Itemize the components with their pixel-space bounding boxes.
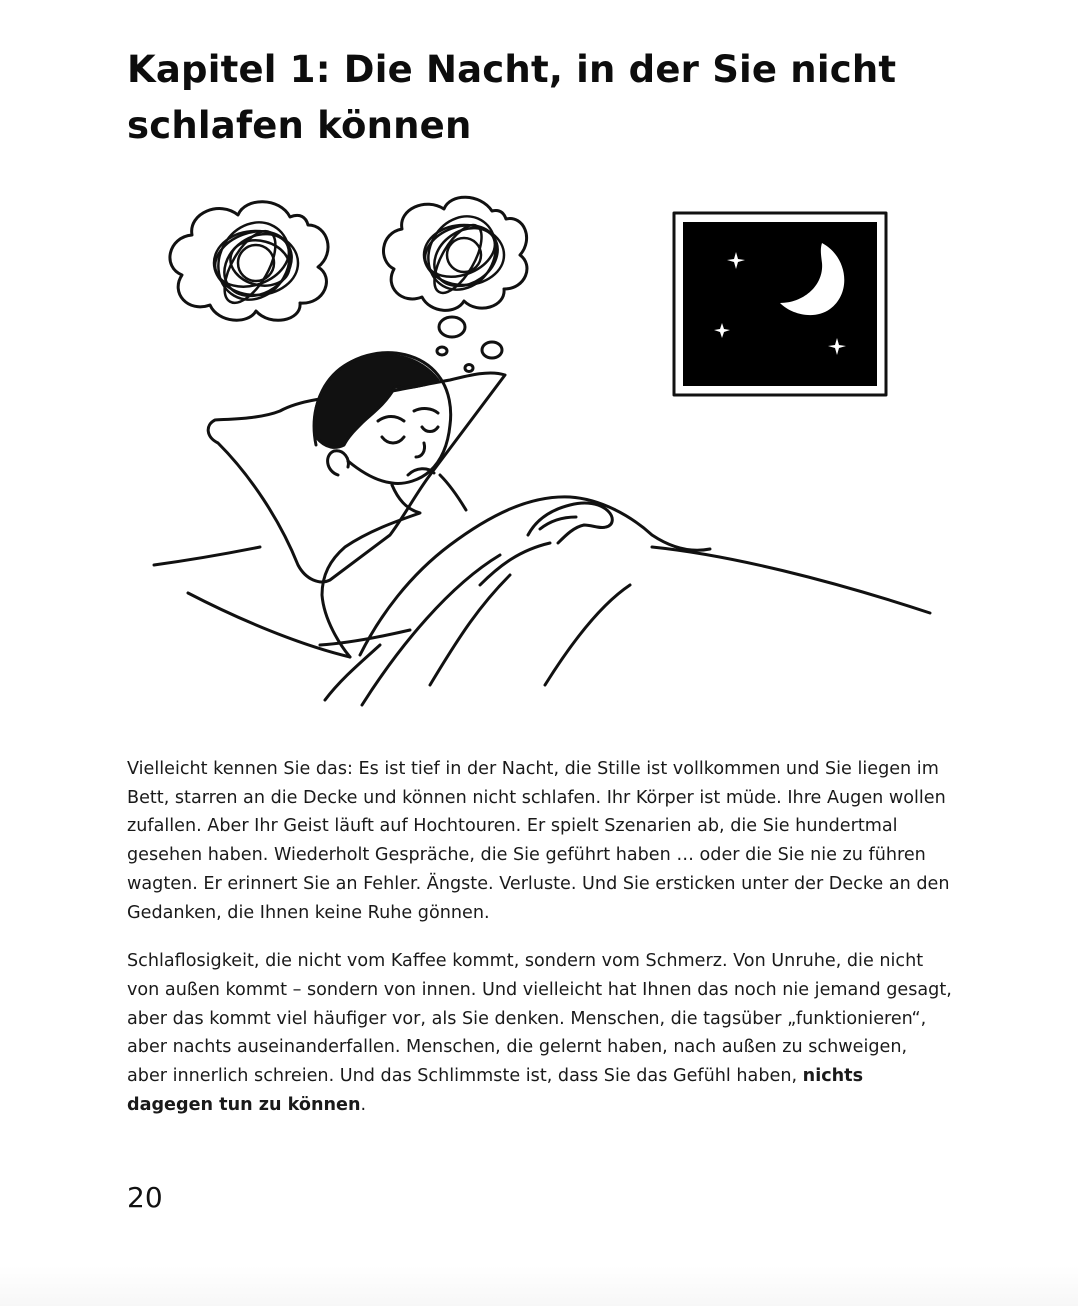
chapter-title: Kapitel 1: Die Nacht, in der Sie nicht schlafen können (127, 48, 897, 147)
paragraph (127, 947, 952, 1119)
thought-cloud-icon (170, 202, 328, 321)
bed (154, 547, 930, 657)
man-head (314, 353, 451, 484)
thought-cloud-icon (384, 197, 527, 310)
paragraph-end: . (360, 1094, 367, 1115)
thought-bubbles (437, 317, 502, 372)
sleepless-man-illustration (130, 175, 970, 720)
night-window-icon (674, 213, 886, 395)
emphasis-text: nichts dagegen tun zu können (127, 1066, 864, 1115)
chapter-body (127, 755, 952, 1139)
neck (440, 475, 466, 510)
page-bottom-edge (0, 1266, 1078, 1306)
page-number: 20 (127, 1181, 163, 1214)
paragraph: Vielleicht kennen Sie das: Es ist tief in der Nacht, die Stille ist vollkommen und Sie liegen im Bett, starren an die Decke und können nicht schlafen. Ihr Körper ist müde. Ihre Augen wollen zufallen. Aber Ihr Geist läuft auf Hochtouren. Er spielt Szenarien ab, die Sie hundertmal gesehen haben. Wiederholt Gespräche, die Sie geführt haben … oder die Sie nie zu führen wagten. Er erinnert Sie an Fehler. Ängste. Verluste. Und Sie ersticken unter der Decke an den Gedanken, die Ihnen keine Ruhe gönnen. (127, 759, 950, 923)
tangled-scribble-icon (415, 204, 508, 302)
man-hand (528, 503, 612, 543)
tangled-scribble-icon (205, 209, 304, 312)
paragraph-text: Schlaflosigkeit, die nicht vom Kaffee kommt, sondern vom Schmerz. Von Unruhe, die nicht von außen kommt – sondern von innen. Und vielleicht hat Ihnen das noch nie jemand gesagt, aber das kommt viel häufiger vor, als Sie denken. Menschen, die tagsüber „funktionieren“, aber nachts auseinanderfallen. Menschen, die gelernt haben, nach außen zu schweigen, aber innerlich schreien. Und das Schlimmste ist, dass Sie das Gefühl haben, (127, 951, 952, 1087)
